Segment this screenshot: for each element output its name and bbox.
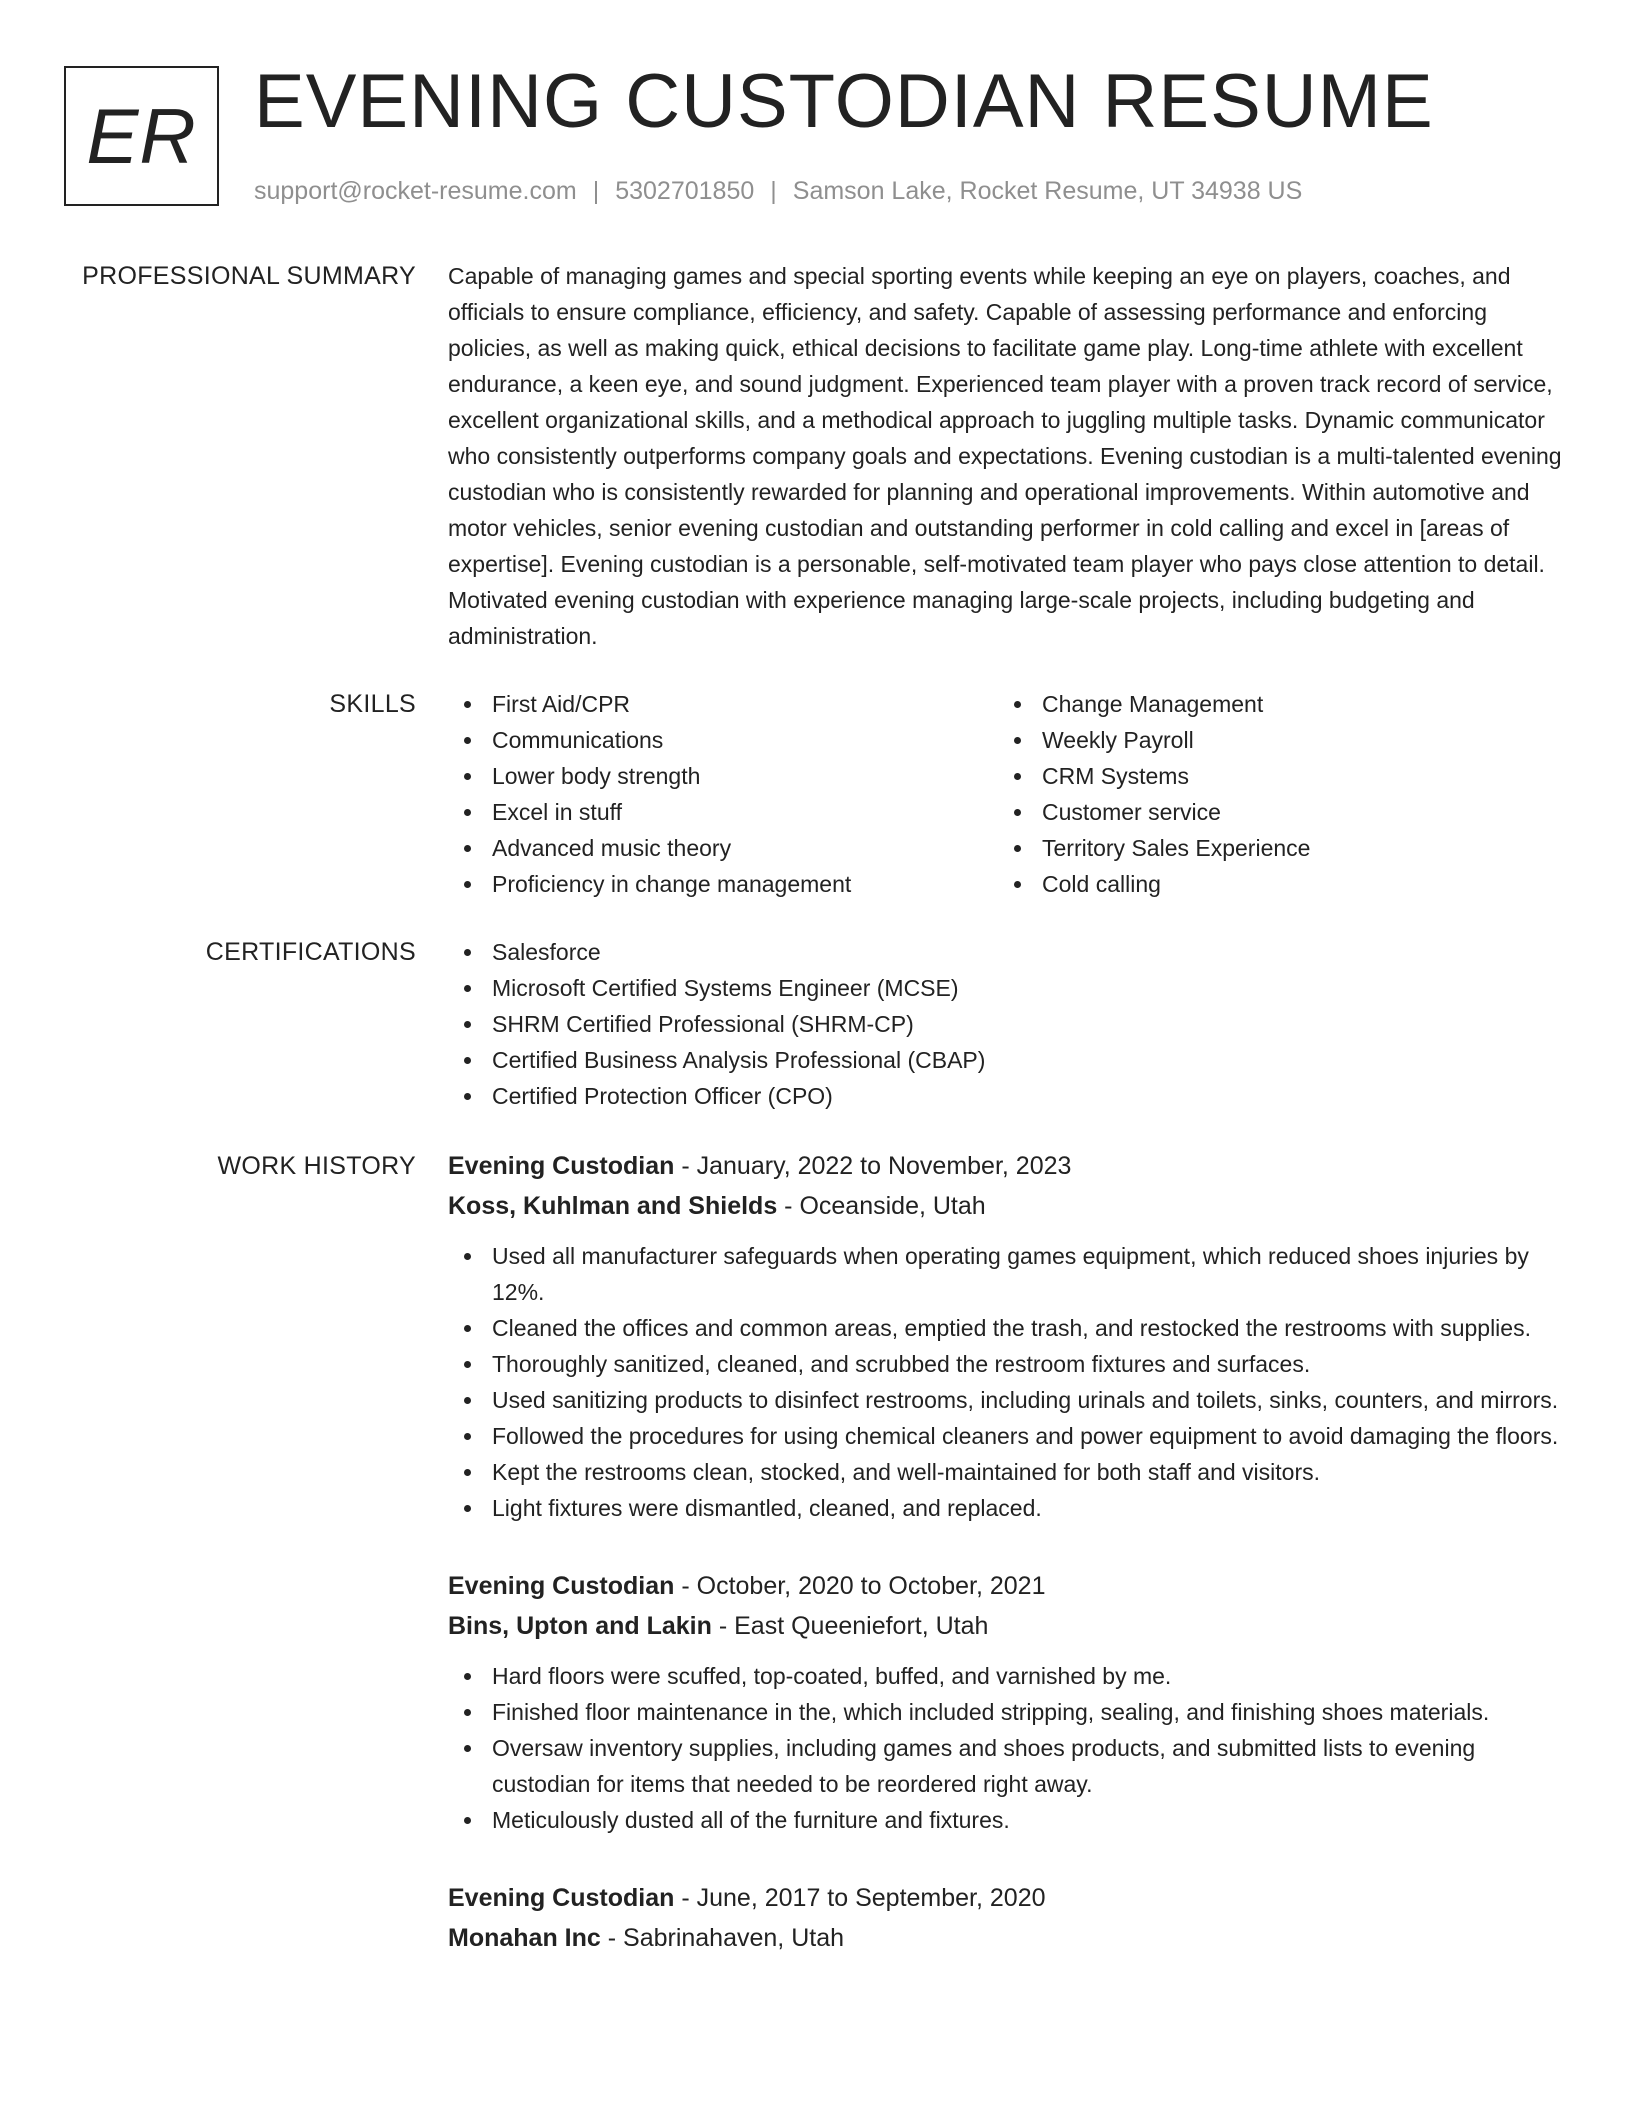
job-dates: - January, 2022 to November, 2023 — [674, 1152, 1072, 1180]
job-company-line — [448, 1186, 1564, 1226]
job-entry — [448, 1566, 1564, 1838]
job-company: Monahan Inc — [448, 1924, 601, 1952]
list-item: Microsoft Certified Systems Engineer (MCSE) — [448, 970, 1564, 1006]
list-item: Light fixtures were dismantled, cleaned, and replaced. — [448, 1490, 1564, 1526]
list-item: Used all manufacturer safeguards when operating games equipment, which reduced shoes injuries by 12%. — [448, 1238, 1564, 1310]
job-location: - Sabrinahaven, Utah — [600, 1924, 844, 1952]
list-item: Territory Sales Experience — [998, 830, 1548, 866]
section-work-history — [0, 1146, 1632, 1998]
job-location: - Oceanside, Utah — [777, 1192, 986, 1220]
section-label-certifications: CERTIFICATIONS — [205, 938, 416, 966]
contact-separator: | — [770, 177, 777, 205]
list-item: CRM Systems — [998, 758, 1548, 794]
list-item: Lower body strength — [448, 758, 998, 794]
section-certifications — [0, 934, 1632, 1114]
job-entry — [448, 1878, 1564, 1958]
list-item: Excel in stuff — [448, 794, 998, 830]
contact-phone[interactable]: 5302701850 — [615, 177, 755, 205]
list-item: Weekly Payroll — [998, 722, 1548, 758]
resume-content — [0, 258, 1632, 1998]
job-company-line — [448, 1918, 1564, 1958]
list-item: Change Management — [998, 686, 1548, 722]
list-item: Thoroughly sanitized, cleaned, and scrubbed the restroom fixtures and surfaces. — [448, 1346, 1564, 1382]
job-dates: - June, 2017 to September, 2020 — [674, 1884, 1046, 1912]
job-bullet-list — [448, 1658, 1564, 1838]
job-dates: - October, 2020 to October, 2021 — [674, 1572, 1046, 1600]
page-title: EVENING CUSTODIAN RESUME — [254, 59, 1434, 144]
section-label-work-history: WORK HISTORY — [217, 1152, 416, 1180]
job-location: - East Queeniefort, Utah — [711, 1612, 989, 1640]
list-item: SHRM Certified Professional (SHRM-CP) — [448, 1006, 1564, 1042]
job-title-line — [448, 1878, 1564, 1918]
section-summary — [0, 258, 1632, 654]
job-title-line — [448, 1146, 1564, 1186]
list-item: Followed the procedures for using chemical cleaners and power equipment to avoid damaging the floors. — [448, 1418, 1564, 1454]
section-label-skills: SKILLS — [329, 690, 416, 718]
job-title-line — [448, 1566, 1564, 1606]
contact-address: Samson Lake, Rocket Resume, UT 34938 US — [792, 177, 1303, 205]
skills-body — [448, 686, 1564, 902]
monogram: ER — [64, 66, 219, 206]
job-company-line — [448, 1606, 1564, 1646]
list-item: Hard floors were scuffed, top-coated, buffed, and varnished by me. — [448, 1658, 1564, 1694]
job-title: Evening Custodian — [448, 1152, 675, 1180]
job-bullet-list — [448, 1238, 1564, 1526]
list-item: Cleaned the offices and common areas, emptied the trash, and restocked the restrooms with supplies. — [448, 1310, 1564, 1346]
list-item: Advanced music theory — [448, 830, 998, 866]
contact-line — [254, 174, 1302, 208]
list-item: Proficiency in change management — [448, 866, 998, 902]
job-company: Bins, Upton and Lakin — [448, 1612, 712, 1640]
list-item: Customer service — [998, 794, 1548, 830]
job-entry — [448, 1146, 1564, 1526]
list-item: Kept the restrooms clean, stocked, and well-maintained for both staff and visitors. — [448, 1454, 1564, 1490]
section-label-summary: PROFESSIONAL SUMMARY — [82, 262, 416, 290]
contact-email[interactable]: support@rocket-resume.com — [254, 177, 577, 205]
job-title: Evening Custodian — [448, 1884, 675, 1912]
list-item: Used sanitizing products to disinfect restrooms, including urinals and toilets, sinks, counters, and mirrors. — [448, 1382, 1564, 1418]
contact-separator: | — [592, 177, 600, 205]
job-company: Koss, Kuhlman and Shields — [448, 1192, 778, 1220]
list-item: Cold calling — [998, 866, 1548, 902]
list-item: Certified Business Analysis Professional (CBAP) — [448, 1042, 1564, 1078]
list-item: First Aid/CPR — [448, 686, 998, 722]
skills-list-left — [448, 686, 998, 902]
list-item: Oversaw inventory supplies, including games and shoes products, and submitted lists to evening custodian for items that needed to be reordered right away. — [448, 1730, 1564, 1802]
list-item: Certified Protection Officer (CPO) — [448, 1078, 1564, 1114]
certifications-list — [448, 934, 1564, 1114]
certifications-body — [448, 934, 1564, 1114]
list-item: Communications — [448, 722, 998, 758]
summary-body — [448, 258, 1564, 654]
job-title: Evening Custodian — [448, 1572, 675, 1600]
list-item: Salesforce — [448, 934, 1564, 970]
skills-list-right — [998, 686, 1548, 902]
summary-text: Capable of managing games and special sporting events while keeping an eye on players, coaches, and officials to ensure compliance, efficiency, and safety. Capable of assessing performance and enforcing policies, as well as making quick, ethical decisions to facilitate game play. Long-time athlete with excellent endurance, a keen eye, and sound judgment. Experienced team player with a proven track record of service, excellent organizational skills, and a methodical approach to juggling multiple tasks. Dynamic communicator who consistently outperforms company goals and expectations. Evening custodian is a multi-talented evening custodian who is consistently rewarded for planning and operational improvements. Within automotive and motor vehicles, senior evening custodian and outstanding performer in cold calling and excel in [areas of expertise]. Evening custodian is a personable, self-motivated team player who pays close attention to detail. Motivated evening custodian with experience managing large-scale projects, including budgeting and administration. — [448, 263, 1562, 649]
section-skills — [0, 686, 1632, 902]
list-item: Finished floor maintenance in the, which included stripping, sealing, and finishing shoes materials. — [448, 1694, 1564, 1730]
list-item: Meticulously dusted all of the furniture and fixtures. — [448, 1802, 1564, 1838]
work-history-body — [448, 1146, 1564, 1998]
